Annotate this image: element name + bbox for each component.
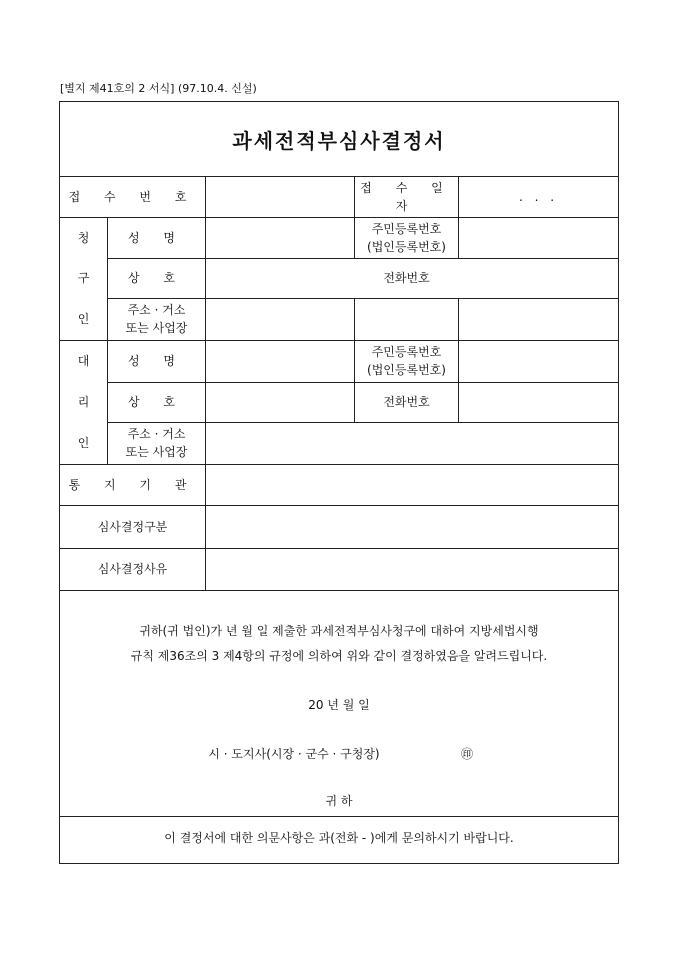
agent-trade-label: 상 호 [128,395,185,409]
claimant-address-label [108,298,205,340]
claimant-name-label: 성 명 [128,230,185,245]
claimant-id-label-line1: 주민등록번호 [371,221,442,236]
decision-type-field[interactable] [206,505,618,548]
claimant-id-field[interactable] [459,217,618,258]
form-number-note: [별지 제41호의 2 서식] (97.10.4. 신설) [60,82,257,95]
row-divider [60,590,618,591]
agent-address-label-line2: 또는 사업장 [125,445,188,459]
form-title: 과세전적부심사결정서 [60,102,618,177]
agent-section-char: 대 [77,354,90,368]
notice-body-line1: 귀하(귀 법인)가 년 월 일 제출한 과세전적부심사청구에 대하여 지방세법시행 [139,624,539,638]
notice-agency-label: 통 지 기 관 [68,477,197,492]
agent-name-field[interactable] [206,340,354,382]
claimant-section-char: 인 [77,312,90,326]
notice-body-line2: 규칙 제36조의 3 제4항의 규정에 의하여 위와 같이 결정하였음을 알려드립니다. [130,649,548,663]
agent-phone-field[interactable] [459,382,618,422]
inquiry-footer: 이 결정서에 대한 의문사항은 과(전화 - )에게 문의하시기 바랍니다. [164,831,514,845]
claimant-address-field[interactable] [206,298,618,340]
seal-mark: ㊞ [461,747,474,761]
addressee: 귀 하 [325,794,353,808]
agent-id-label-line1: 주민등록번호 [371,345,442,359]
decision-form [59,101,619,864]
claimant-id-label-line2: (법인등록번호) [367,239,446,254]
agent-address-field[interactable] [206,422,618,464]
agent-id-field[interactable] [459,340,618,382]
claimant-address-label-line1: 주소 · 거소 [127,303,186,317]
receipt-date-field[interactable]: . . . [518,190,559,204]
claimant-trade-label: 상 호 [128,271,185,285]
receipt-number-label: 접 수 번 호 [68,190,197,204]
agent-trade-field[interactable] [206,382,354,422]
claimant-name-field[interactable] [206,217,354,258]
decision-reason-label: 심사결정사유 [97,562,168,576]
receipt-number-field[interactable] [206,177,354,217]
claimant-phone-label: 전화번호 [383,271,430,285]
claimant-phone-field[interactable] [459,258,618,298]
decision-reason-field[interactable] [206,548,618,590]
decision-date: 20 년 월 일 [308,698,370,712]
claimant-section-char: 청 [77,230,90,245]
agent-id-label-line2: (법인등록번호) [367,363,446,377]
agent-id-label [355,340,458,382]
receipt-date-label: 접 수 일 자 [360,181,453,213]
claimant-id-label [355,217,458,258]
agent-section-char: 인 [77,436,90,450]
claimant-address-label-line2: 또는 사업장 [125,321,188,335]
claimant-trade-field[interactable] [206,258,354,298]
agent-section-char: 리 [77,395,90,409]
decision-type-label: 심사결정구분 [97,519,168,534]
agent-name-label: 성 명 [128,354,185,368]
notice-agency-field[interactable] [206,464,618,505]
row-divider [60,816,618,817]
claimant-section-char: 구 [77,271,90,285]
agent-address-label [108,422,205,464]
agent-address-label-line1: 주소 · 거소 [127,427,186,441]
issuer-title: 시 · 도지사(시장 · 군수 · 구청장) [208,747,380,761]
agent-phone-label: 전화번호 [383,395,430,409]
